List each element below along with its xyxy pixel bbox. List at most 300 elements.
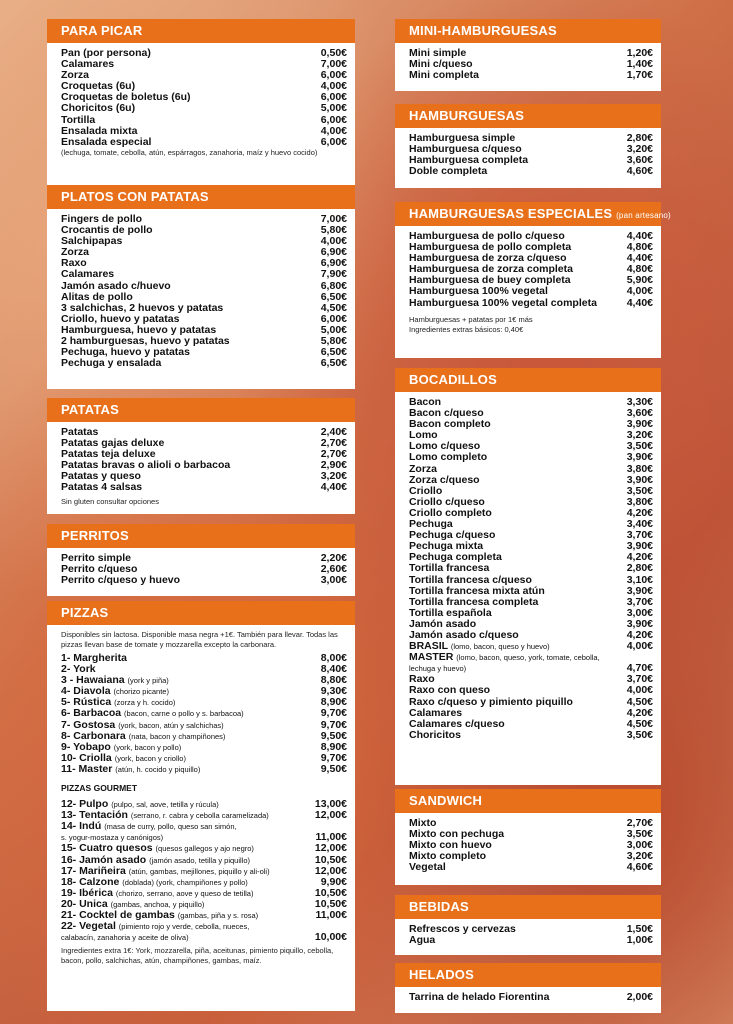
menu-item-price: 6,50€ [320,346,347,359]
item-name-text: Zorza [409,462,438,475]
menu-item-price: 1,50€ [626,923,653,935]
item-name-text: Bacon [409,396,442,408]
section-title: PIZZAS [47,601,355,625]
menu-item-description: (lomo, bacon, queso y huevo) [450,642,550,652]
section-note: Hamburguesas + patatas por 1€ más [409,314,533,324]
item-list [61,553,347,586]
section-pizzas [47,601,355,1011]
menu-item-price: 7,90€ [320,268,347,281]
menu-item-description: (doblada) (york, champiñones y pollo) [122,877,248,887]
menu-item-price: 4,50€ [626,717,653,730]
item-name-text: Pechuga, huevo y patatas [61,346,190,359]
menu-item-price: 9,90€ [320,875,347,888]
item-name-text: Refrescos y cervezas [409,923,516,935]
item-name-text: Ensalada especial [61,135,152,148]
menu-item [409,475,653,486]
menu-item-price: 3,60€ [626,407,653,420]
menu-item-price: 3,60€ [626,154,653,167]
menu-item-price: 2,90€ [320,459,347,472]
item-name-text: 21- Cocktel de gambas [61,908,175,921]
menu-item-name [61,764,317,775]
menu-item-name [409,935,623,946]
section-title: PARA PICAR [47,19,355,43]
menu-item-description: (york y piña) [127,676,169,686]
item-name-text: Hamburguesa de pollo completa [409,241,572,254]
menu-item-price: 4,40€ [626,296,653,309]
menu-item-price: 3,80€ [626,495,653,508]
menu-item [61,247,347,258]
item-name-text: Patatas bravas o alioli o barbacoa [61,459,231,472]
item-name-text: Lomo [409,429,438,442]
menu-item-price: 3,20€ [626,143,653,156]
item-name-text: 8- Carbonara [61,729,126,742]
menu-item [409,70,653,81]
menu-item-price: 2,80€ [626,562,653,575]
item-name-text: Bacon c/queso [409,407,484,420]
menu-item-name [409,452,623,463]
item-list [409,992,653,1003]
menu-item [61,821,347,832]
menu-item [61,482,347,493]
menu-item [409,935,653,946]
item-name-text: 1- Margherita [61,652,127,664]
item-name-text: Raxo c/queso y pimiento piquillo [409,695,573,708]
menu-item-price: 3,20€ [626,850,653,863]
gourmet-title: PIZZAS GOURMET [61,783,138,794]
menu-item [61,236,347,247]
item-name-text: Lomo completo [409,451,488,464]
menu-item-description: (chorizo picante) [113,687,169,697]
item-name-text: Hamburguesa c/queso [409,143,522,156]
menu-item-name [61,236,317,247]
item-name-text: Calamares [409,706,463,719]
section-title: PERRITOS [47,524,355,548]
item-name-text: 6- Barbacoa [61,707,122,720]
item-name-text: Patatas 4 salsas [61,481,143,494]
menu-item-price: 4,40€ [320,481,347,494]
menu-item [409,992,653,1003]
menu-item-price: 3,40€ [626,518,653,531]
menu-item-name [61,932,311,943]
item-list [409,48,653,81]
item-name-text: Tarrina de helado Fiorentina [409,991,550,1003]
menu-item-price: 6,00€ [320,113,347,126]
menu-box [47,209,355,389]
item-name-text: Lomo c/queso [409,440,481,453]
menu-item-price: 2,70€ [320,448,347,461]
menu-item-price: 11,00€ [315,831,347,844]
menu-item-price: 4,20€ [626,628,653,641]
item-name-text: Calamares [61,58,115,71]
menu-item-description: (york, bacon y criollo) [114,753,186,763]
item-name-text: 3 salchichas, 2 huevos y patatas [61,301,224,314]
menu-item-description: (masa de curry, pollo, queso san simón, [104,822,237,832]
section-patatas [47,398,355,514]
item-list [61,214,347,369]
menu-item-price: 3,70€ [626,595,653,608]
menu-item-price: 4,70€ [626,662,653,675]
item-name-text: Fingers de pollo [61,213,143,225]
menu-item-description: (atún, h. cocido y piquillo) [115,764,201,774]
menu-item-price: 2,20€ [320,552,347,564]
menu-item [409,419,653,430]
menu-item-description: (chorizo, serrano, aove y queso de tetilla) [115,888,254,898]
item-name-text: Hamburguesa, huevo y patatas [61,323,217,336]
item-name-text: Mixto completo [409,850,487,863]
section-title: HELADOS [395,963,661,987]
item-name-text: 4- Diavola [61,685,111,698]
section-title: SANDWICH [395,789,661,813]
menu-item-price: 2,00€ [626,991,653,1003]
menu-item-name [409,862,623,873]
menu-item-price: 4,00€ [626,285,653,298]
menu-item-price: 1,40€ [626,58,653,71]
item-name-text: Hamburguesa de zorza c/queso [409,252,567,265]
item-name-text: MASTER [409,651,454,664]
item-list [61,799,347,943]
item-name-text: 13- Tentación [61,809,128,822]
menu-item-price: 4,50€ [320,301,347,314]
menu-item [409,663,653,674]
menu-item-description: lechuga y huevo) [409,664,467,674]
menu-item-price: 12,00€ [314,809,347,822]
menu-item-name [61,247,317,258]
menu-item-price: 3,90€ [626,617,653,630]
section-para-picar [47,19,355,195]
menu-item-price: 10,50€ [314,853,347,866]
menu-item [61,932,347,943]
menu-item-price: 4,60€ [626,861,653,874]
section-title: MINI-HAMBURGUESAS [395,19,661,43]
menu-item-price: 6,00€ [320,312,347,325]
menu-item-description: (quesos gallegos y ajo negro) [155,844,254,854]
menu-item-price: 3,00€ [626,839,653,852]
menu-item-price: 8,80€ [320,674,347,687]
item-name-text: Calamares [61,268,115,281]
menu-item-price: 3,20€ [626,429,653,442]
item-name-text: Mixto con pechuga [409,828,505,841]
item-name-text: Patatas [61,426,99,438]
menu-item-price: 9,30€ [320,685,347,698]
item-name-text: 16- Jamón asado [61,853,147,866]
menu-item-price: 3,00€ [320,574,347,587]
item-list [61,427,347,494]
menu-item-name [409,419,623,430]
menu-item-price: 4,80€ [626,263,653,276]
menu-item-price: 6,50€ [320,357,347,370]
menu-item-name [61,59,317,70]
section-note: (lechuga, tomate, cebolla, atún, espárragos, zanahoria, maíz y huevo cocido) [61,147,318,157]
menu-item [61,103,347,114]
item-name-text: Raxo [61,257,87,270]
menu-item-description: (zorza y h. cocido) [114,698,176,708]
menu-item-price: 6,90€ [320,257,347,270]
item-name-text: Tortilla española [409,606,492,619]
menu-item-name [61,575,317,586]
item-name-text: 12- Pulpo [61,798,109,811]
menu-item-price: 5,00€ [320,102,347,115]
menu-item [61,575,347,586]
menu-item-price: 5,80€ [320,224,347,237]
menu-item-price: 11,00€ [315,908,347,921]
section-perritos [47,524,355,596]
item-name-text: 14- Indú [61,820,102,833]
menu-item-price: 3,70€ [626,673,653,686]
menu-item [61,764,347,775]
menu-item-price: 5,90€ [626,274,653,287]
item-list [61,653,347,775]
menu-box [395,128,661,188]
menu-item-price: 3,70€ [626,529,653,542]
item-name-text: 9- Yobapo [61,740,111,753]
section-mini-hamburguesas [395,19,661,91]
item-name-text: Criollo, huevo y patatas [61,312,180,325]
menu-item-description: (lomo, bacon, queso, york, tomate, cebolla, [456,653,600,663]
menu-item-price: 3,30€ [626,396,653,408]
menu-item-price: 8,90€ [320,696,347,709]
menu-item-description: (york, bacon y pollo) [113,742,182,752]
menu-item-price: 12,00€ [314,842,347,855]
menu-item-price: 13,00€ [314,798,347,811]
menu-item [409,166,653,177]
menu-item-price: 3,50€ [626,728,653,741]
menu-item-name [409,70,623,81]
menu-item-name [409,652,649,663]
menu-item [61,921,347,932]
menu-box [47,43,355,195]
pizzas-extras: Ingredientes extra 1€: York, mozzarella, piña, aceitunas, pimiento piquillo, cebolla, bacon, pollo, salchichas, atún, champiñones, gambas, maíz. [61,946,334,966]
item-name-text: 18- Calzone [61,875,120,888]
menu-item-price: 4,00€ [320,80,347,93]
menu-item-price: 4,40€ [626,252,653,265]
menu-item-price: 2,60€ [320,563,347,576]
item-name-text: Tortilla francesa completa [409,595,539,608]
item-name-text: Salchipapas [61,235,123,248]
item-name-text: Vegetal [409,861,446,874]
item-name-text: 17- Mariñeira [61,864,126,877]
item-name-text: Mixto [409,817,437,829]
item-name-text: Perrito simple [61,552,132,564]
menu-item-price: 6,00€ [320,91,347,104]
section-sandwich [395,789,661,885]
header-subtitle: (pan artesano) [616,211,671,220]
menu-item [409,924,653,935]
item-name-text: Jamón asado [409,617,477,630]
item-name-text: 20- Unica [61,897,108,910]
menu-item-name [409,992,623,1003]
item-name-text: Raxo con queso [409,684,491,697]
item-name-text: Hamburguesa de zorza completa [409,263,573,276]
section-title: BOCADILLOS [395,368,661,392]
menu-item-price: 3,80€ [626,462,653,475]
menu-box [47,625,355,1011]
menu-item-price: 9,50€ [320,762,347,775]
item-name-text: Patatas gajas deluxe [61,437,165,450]
menu-item-price: 4,00€ [320,124,347,137]
menu-item-price: 3,00€ [626,606,653,619]
menu-item-name [61,103,317,114]
item-name-text: Mini completa [409,69,480,82]
item-name-text: Zorza [61,69,90,82]
section-note: Ingredientes extras básicos: 0,40€ [409,324,524,334]
menu-item-price: 12,00€ [314,864,347,877]
menu-item-description: (serrano, r. cabra y cebolla caramelizada) [130,811,269,821]
menu-box [395,919,661,955]
menu-item [409,730,653,741]
menu-item-price: 3,10€ [626,573,653,586]
section-helados [395,963,661,1013]
section-title: BEBIDAS [395,895,661,919]
item-name-text: Hamburguesa completa [409,154,529,167]
menu-item-price: 2,80€ [626,132,653,144]
item-name-text: Alitas de pollo [61,290,133,303]
item-name-text: Choricitos [409,728,461,741]
item-list [409,818,653,873]
menu-box [47,422,355,514]
menu-item-price: 3,90€ [626,473,653,486]
item-name-text: Tortilla francesa [409,562,490,575]
menu-item-description: (jamón asado, tetilla y piquillo) [149,855,251,865]
item-list [409,133,653,177]
menu-item-price: 9,70€ [320,751,347,764]
item-name-text: 3 - Hawaiana [61,674,125,687]
menu-item-name [61,921,343,932]
item-name-text: Calamares c/queso [409,717,505,730]
menu-item-price: 2,70€ [626,817,653,829]
menu-box [395,226,661,358]
menu-item-price: 4,60€ [626,165,653,178]
item-name-text: Agua [409,934,436,947]
item-name-text: Ensalada mixta [61,124,138,137]
item-name-text: Criollo completo [409,506,492,519]
menu-item [61,59,347,70]
menu-item-description: (pimiento rojo y verde, cebolla, nueces, [118,922,250,932]
menu-item-description: (atún, gambas, mejillones, piquillo y ali-oli) [128,866,270,876]
menu-item-price: 3,50€ [626,828,653,841]
menu-box [47,548,355,596]
item-name-text: 15- Cuatro quesos [61,842,153,855]
item-name-text: Mini c/queso [409,58,473,71]
item-name-text: Bacon completo [409,418,491,431]
menu-item [409,862,653,873]
menu-item-price: 7,00€ [320,213,347,225]
item-name-text: Jamón asado c/queso [409,628,519,641]
item-name-text: Hamburguesa simple [409,132,516,144]
section-bocadillos [395,368,661,785]
item-name-text: Doble completa [409,165,488,178]
item-name-text: Choricitos (6u) [61,102,136,115]
menu-item-price: 9,70€ [320,718,347,731]
menu-item-description: (gambas, piña y s. rosa) [177,910,259,920]
item-name-text: Crocantis de pollo [61,224,153,237]
item-name-text: Raxo [409,673,435,686]
item-name-text: Perrito c/queso [61,563,138,576]
menu-item-price: 8,00€ [320,652,347,664]
header-text: HAMBURGUESAS ESPECIALES [409,206,613,221]
item-name-text: 2 hamburguesas, huevo y patatas [61,335,230,348]
menu-item-name [409,730,623,741]
item-name-text: BRASIL [409,640,448,653]
menu-item-price: 9,50€ [320,729,347,742]
menu-item-price: 4,20€ [626,506,653,519]
section-note: Sin gluten consultar opciones [61,496,159,506]
menu-item-price: 3,90€ [626,451,653,464]
section-hamburguesas [395,104,661,188]
menu-item-price: 5,00€ [320,323,347,336]
menu-item-price: 6,80€ [320,279,347,292]
section-title [395,202,671,226]
section-title: HAMBURGUESAS [395,104,661,128]
item-name-text: 22- Vegetal [61,920,116,933]
item-list [61,48,347,148]
item-name-text: Jamón asado c/huevo [61,279,171,292]
menu-item-price: 8,40€ [320,663,347,676]
menu-item-price: 6,00€ [320,135,347,148]
menu-item-price: 10,50€ [314,897,347,910]
item-name-text: Perrito c/queso y huevo [61,574,181,587]
menu-item-price: 1,00€ [626,934,653,947]
item-name-text: Pechuga c/queso [409,529,496,542]
menu-item-price: 0,50€ [320,47,347,59]
item-name-text: Zorza c/queso [409,473,480,486]
item-name-text: Patatas y queso [61,470,141,483]
item-name-text: Croquetas (6u) [61,80,136,93]
item-name-text: Hamburguesa 100% vegetal [409,285,548,298]
item-name-text: Mini simple [409,47,467,59]
menu-item-price: 10,50€ [314,886,347,899]
menu-item-price: 2,40€ [320,426,347,438]
menu-item-price: 5,80€ [320,335,347,348]
menu-item-price: 8,90€ [320,740,347,753]
menu-item-price: 3,20€ [320,470,347,483]
menu-item-price: 9,70€ [320,707,347,720]
menu-item-price: 1,20€ [626,47,653,59]
menu-item-price: 3,90€ [626,540,653,553]
pizzas-intro: Disponibles sin lactosa. Disponible masa negra +1€. También para llevar. Todas las pizzas llevan base de tomate y mozzarella excepto la carbonara. [61,630,338,649]
item-name-text: 11- Master [61,762,113,775]
menu-item-price: 4,00€ [626,640,653,653]
menu-item-name [409,663,623,674]
menu-item-name [61,358,317,369]
menu-item-name [61,482,317,493]
menu-item [409,652,653,663]
item-name-text: Tortilla [61,113,96,126]
menu-item [61,137,347,148]
menu-item-price: 7,00€ [320,58,347,71]
section-hamburguesas-especiales [395,202,671,358]
menu-box [395,987,661,1013]
menu-item-description: (nata, bacon y champiñones) [128,731,226,741]
item-name-text: Tortilla francesa c/queso [409,573,532,586]
menu-item-description: s. yogur-mostaza y canónigos) [61,833,164,843]
menu-box [395,813,661,885]
item-name-text: Criollo c/queso [409,495,485,508]
menu-item [61,358,347,369]
item-name-text: Pan (por persona) [61,47,151,59]
menu-item-price: 4,00€ [626,684,653,697]
menu-box [395,392,661,785]
menu-item-name [61,821,343,832]
menu-item-description: (pulpo, sal, aove, tetilla y rúcula) [111,800,219,810]
menu-item-name [61,137,317,148]
section-platos-con-patatas [47,185,355,389]
item-name-text: Tortilla francesa mixta atún [409,584,545,597]
menu-item-name [409,924,623,935]
item-name-text: Criollo [409,484,443,497]
menu-item-description: (gambas, anchoa, y piquillo) [110,899,205,909]
item-list [409,924,653,946]
item-name-text: Pechuga [409,518,453,531]
